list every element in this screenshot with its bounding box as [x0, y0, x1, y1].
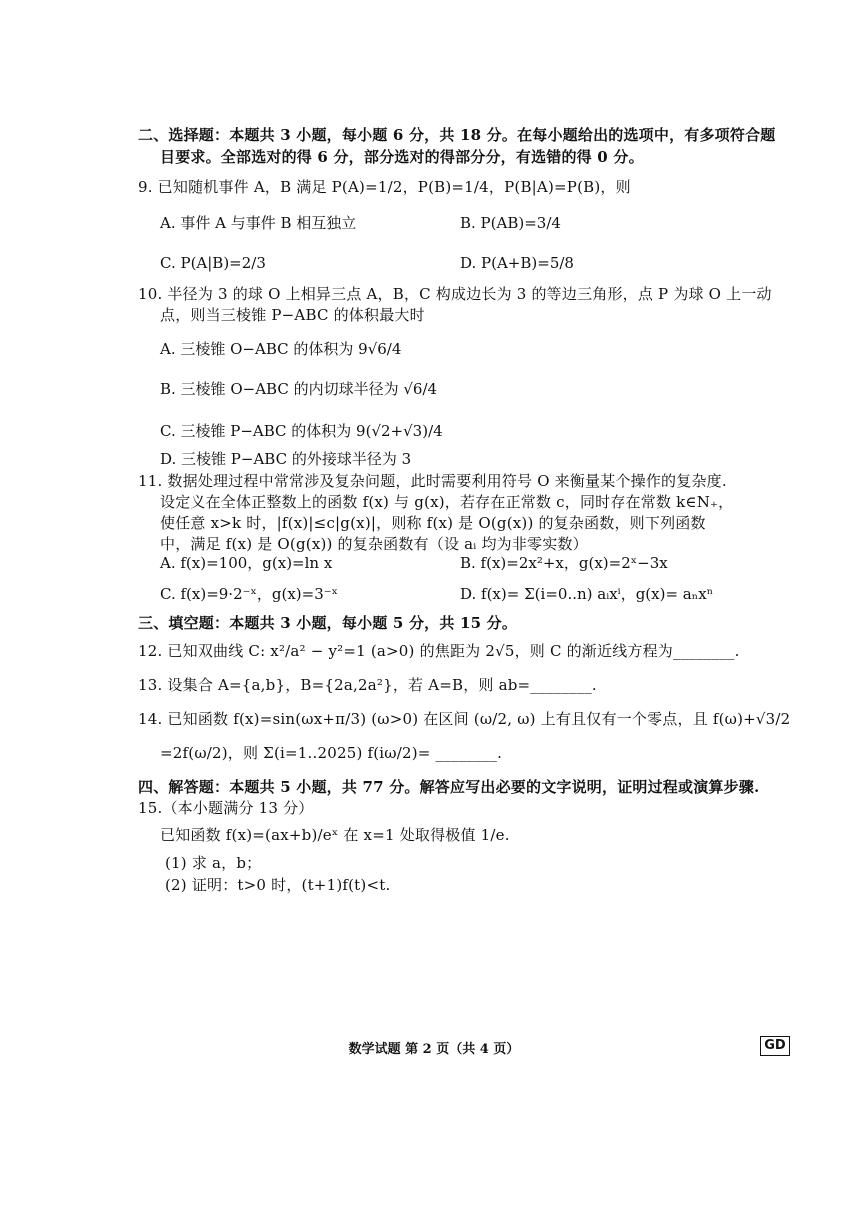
q11-stem-4: 中，满足 f(x) 是 O(g(x)) 的复杂函数有（设 aᵢ 均为非零实数） [160, 535, 588, 553]
q9-option-d: D. P(A+B)=5/8 [460, 254, 574, 272]
q10-option-c: C. 三棱锥 P−ABC 的体积为 9(√2+√3)/4 [160, 422, 443, 440]
q15-part-1: (1) 求 a，b； [165, 854, 262, 872]
q15-part-2: (2) 证明：t>0 时，(t+1)f(t)<t. [165, 876, 391, 894]
q9-option-c: C. P(A|B)=2/3 [160, 254, 266, 272]
q9-option-b: B. P(AB)=3/4 [460, 214, 561, 232]
q13-text: 13. 设集合 A={a,b}，B={2a,2a²}，若 A=B，则 ab=________. [138, 676, 597, 694]
q10-option-a: A. 三棱锥 O−ABC 的体积为 9√6/4 [160, 340, 402, 358]
q11-stem-3: 使任意 x>k 时，|f(x)|≤c|g(x)|，则称 f(x) 是 O(g(x)) 的复杂函数，则下列函数 [160, 514, 706, 532]
q11-option-c: C. f(x)=9·2⁻ˣ，g(x)=3⁻ˣ [160, 585, 339, 603]
section-2-heading: 二、选择题：本题共 3 小题，每小题 6 分，共 18 分。在每小题给出的选项中，有多项符合题 [138, 126, 776, 144]
q10-option-b: B. 三棱锥 O−ABC 的内切球半径为 √6/4 [160, 380, 438, 398]
q10-stem-cont: 点，则当三棱锥 P−ABC 的体积最大时 [160, 306, 425, 324]
section-3-heading: 三、填空题：本题共 3 小题，每小题 5 分，共 15 分。 [138, 614, 518, 632]
q11-option-b: B. f(x)=2x²+x，g(x)=2ˣ−3x [460, 554, 668, 572]
q11-option-d: D. f(x)= Σ(i=0..n) aᵢxⁱ，g(x)= aₙxⁿ [460, 585, 714, 603]
q10-option-d: D. 三棱锥 P−ABC 的外接球半径为 3 [160, 450, 412, 468]
q15-title: 15.（本小题满分 13 分） [138, 799, 314, 817]
q9-option-a: A. 事件 A 与事件 B 相互独立 [160, 214, 357, 232]
q10-stem: 10. 半径为 3 的球 O 上相异三点 A，B，C 构成边长为 3 的等边三角形，点 P 为球 O 上一动 [138, 285, 772, 303]
q12-text: 12. 已知双曲线 C: x²/a² − y²=1 (a>0) 的焦距为 2√5，则 C 的渐近线方程为________. [138, 642, 740, 660]
gd-badge: GD [760, 1036, 790, 1056]
q11-stem-2: 设定义在全体正整数上的函数 f(x) 与 g(x)，若存在正常数 c，同时存在常数 k∈N₊， [160, 493, 734, 511]
section-4-heading: 四、解答题：本题共 5 小题，共 77 分。解答应写出必要的文字说明，证明过程或演算步骤. [138, 778, 760, 796]
q11-stem: 11. 数据处理过程中常常涉及复杂问题，此时需要利用符号 O 来衡量某个操作的复杂度. [138, 472, 727, 490]
q11-option-a: A. f(x)=100，g(x)=ln x [160, 554, 333, 572]
q9-stem: 9. 已知随机事件 A，B 满足 P(A)=1/2，P(B)=1/4，P(B|A)=P(B)，则 [138, 178, 631, 196]
q15-stem: 已知函数 f(x)=(ax+b)/eˣ 在 x=1 处取得极值 1/e. [160, 826, 510, 844]
q14-text-cont: =2f(ω/2)，则 Σ(i=1..2025) f(iω/2)= ________. [160, 744, 503, 762]
page-footer: 数学试题 第 2 页（共 4 页） [348, 1042, 520, 1057]
q14-text: 14. 已知函数 f(x)=sin(ωx+π/3) (ω>0) 在区间 (ω/2, ω) 上有且仅有一个零点，且 f(ω)+√3/2 [138, 710, 791, 728]
section-2-heading-cont: 目要求。全部选对的得 6 分，部分选对的得部分分，有选错的得 0 分。 [160, 148, 644, 166]
